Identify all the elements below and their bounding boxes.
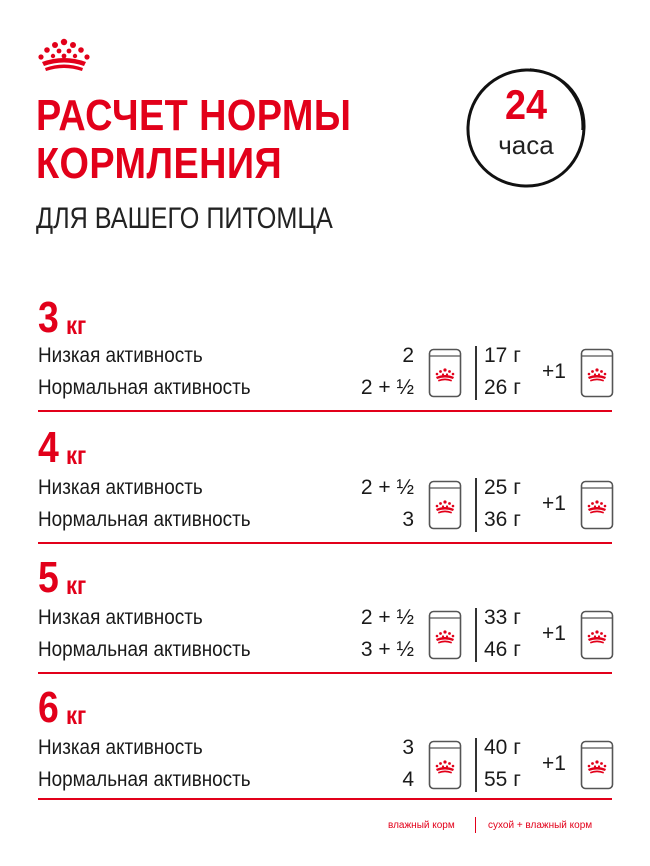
- row-grams: 46 г: [484, 638, 521, 661]
- plus-one: +1: [542, 360, 566, 383]
- column-divider: [475, 346, 477, 400]
- food-pouch-icon: [580, 610, 614, 660]
- food-pouch-icon: [580, 740, 614, 790]
- section-divider: [38, 798, 612, 800]
- plus-one: +1: [542, 492, 566, 515]
- title-line-2: КОРМЛЕНИЯ: [36, 139, 283, 188]
- food-pouch-icon: [580, 348, 614, 398]
- food-pouch-icon: [580, 480, 614, 530]
- legend-wet-food: влажный корм: [388, 820, 455, 831]
- column-divider: [475, 608, 477, 662]
- weight-value: 3: [38, 293, 59, 342]
- weight-heading: [38, 683, 87, 732]
- weight-unit: кг: [66, 570, 87, 600]
- page-title: [36, 92, 351, 188]
- row-label: Нормальная активность: [38, 638, 251, 661]
- title-line-1: РАСЧЕТ НОРМЫ: [36, 91, 352, 140]
- section-divider: [38, 410, 612, 412]
- row-quantity: 2 + ½: [360, 606, 414, 629]
- crown-logo-icon: [36, 36, 92, 76]
- legend-divider: [475, 817, 476, 833]
- row-label: Низкая активность: [38, 606, 203, 629]
- row-quantity: 4: [402, 768, 414, 791]
- weight-heading: [38, 423, 87, 472]
- row-grams: 36 г: [484, 508, 521, 531]
- plus-one: +1: [542, 622, 566, 645]
- plus-one: +1: [542, 752, 566, 775]
- row-quantity: 2 + ½: [360, 476, 414, 499]
- badge: [464, 66, 588, 190]
- row-grams: 17 г: [484, 344, 521, 367]
- row-label: Низкая активность: [38, 344, 203, 367]
- column-divider: [475, 478, 477, 532]
- row-quantity: 2: [402, 344, 414, 367]
- row-quantity: 3: [402, 736, 414, 759]
- section-divider: [38, 672, 612, 674]
- row-grams: 33 г: [484, 606, 521, 629]
- legend-dry-plus-wet: сухой + влажный корм: [488, 820, 593, 831]
- weight-unit: кг: [66, 310, 87, 340]
- weight-heading: [38, 293, 87, 342]
- food-pouch-icon: [428, 348, 462, 398]
- weight-value: 4: [38, 423, 59, 472]
- food-pouch-icon: [428, 740, 462, 790]
- weight-value: 6: [38, 683, 59, 732]
- weight-section-6kg: [38, 683, 612, 816]
- page-subtitle: ДЛЯ ВАШЕГО ПИТОМЦА: [36, 202, 333, 235]
- food-pouch-icon: [428, 480, 462, 530]
- section-divider: [38, 542, 612, 544]
- row-grams: 26 г: [484, 376, 521, 399]
- weight-section-4kg: [38, 423, 612, 556]
- badge-number: 24: [504, 81, 548, 128]
- row-label: Низкая активность: [38, 736, 203, 759]
- row-grams: 40 г: [484, 736, 521, 759]
- weight-value: 5: [38, 553, 59, 602]
- weight-section-3kg: [38, 293, 612, 426]
- weight-heading: [38, 553, 87, 602]
- row-quantity: 2 + ½: [360, 376, 414, 399]
- weight-unit: кг: [66, 700, 87, 730]
- row-grams: 55 г: [484, 768, 521, 791]
- food-pouch-icon: [428, 610, 462, 660]
- row-grams: 25 г: [484, 476, 521, 499]
- row-quantity: 3: [402, 508, 414, 531]
- row-label: Нормальная активность: [38, 508, 251, 531]
- weight-section-5kg: [38, 553, 612, 686]
- row-label: Низкая активность: [38, 476, 203, 499]
- row-label: Нормальная активность: [38, 376, 251, 399]
- row-quantity: 3 + ½: [360, 638, 414, 661]
- row-label: Нормальная активность: [38, 768, 251, 791]
- badge-unit: часа: [498, 130, 554, 160]
- weight-unit: кг: [66, 440, 87, 470]
- column-divider: [475, 738, 477, 792]
